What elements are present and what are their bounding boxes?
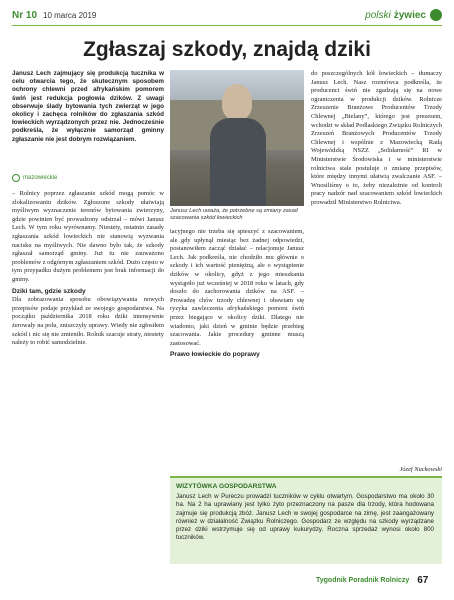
article-title: Zgłaszaj szkody, znajdą dziki	[83, 38, 371, 61]
page-footer	[316, 575, 428, 586]
article-photo	[170, 70, 304, 206]
page-header	[12, 6, 442, 24]
article-source-label: mazowieckie	[23, 175, 58, 181]
photo-person-head	[222, 84, 252, 120]
column-1-text-b: Dla zobrazowania sposobu obowiązywania nowych przepisów podaje przykład ze swojego gospodarstwa. Na początku października 2018 roku dziki intensywnie żerowały na polu, zniszczyły uprawy. Wtedy nie zgłosiłem szkód i nic się nie zmieniło. Rolnik szacuje straty, niestety należy to robić samodzielnie.	[12, 296, 164, 347]
article-column-1	[12, 190, 164, 348]
subheading-1: Dziki tam, gdzie szkody	[12, 287, 86, 295]
column-1-text: – Rolnicy poprzez zgłaszanie szkód mogą pomóc w zlokalizowaniu dzików. Zgłoszone szkody ułatwiają myśliwym wyznaczenie terenów bytowania zwierzyny, gdzie powinien być prowadzony odstrzał – mówi Janusz Lech. W tym roku wyrównamy. Niestety, ostatnio zasady zgłaszania szkód łowieckich nie stanowią wyzwania nacisku na myśliwych. Nie dawno było tak, że szkody zgłaszał samorząd gminy. Już tu nie zauważono problemów z odgórnym zgłaszaniem szkód. Dużo często w tym przypadku dużym problemem jest brak informacji do gminy.	[12, 190, 164, 283]
article-column-3	[311, 70, 442, 208]
column-3-text: do poszczególnych kół łowieckich – tłumaczy Janusz Lech. Nasz rozmówca podkreśla, że producenci świń nie zgadzają się na nowe ograniczenia w produkcji dzików. Rolnicze Zrzeszenie Branżowe Producentów Trzody Chlewnej „Bielany”, którego jest prezesem, wchodzi w skład Podlaskiego Związku Rolniczych Zrzeszeń Branżowych Producentów Trzody Chlewnej i wspólnie z Mazowiecką Radą Wojewódzką NSZZ „Solidarność” RI w Ministerstwie Środowiska i w ministerstwie rolnictwa stale postuluje o zmianę przepisów, które między innymi ułatwią zwalczanie ASF. – Wnosiliśmy o to, żeby niezależnie od kontroli pracy nadzór nad szacowaniem szkód łowieckich prowadził Ministerstwo Rolnictwa.	[311, 70, 442, 206]
article-signature: Józef Nuckowski	[399, 466, 442, 473]
magazine-name: Tygodnik Poradnik Rolniczy	[316, 577, 410, 584]
section-brand	[365, 9, 442, 21]
issue-number: Nr 10	[12, 9, 38, 21]
issue-date: 10 marca 2019	[43, 10, 97, 20]
header-rule	[12, 25, 442, 26]
article-column-2	[170, 228, 304, 360]
brand-part-a: polski	[365, 9, 391, 21]
photo-caption: Janusz Lech uważa, że potrzebne są zmiany zasad szacowania szkód łowieckich	[170, 208, 298, 221]
farm-info-text: Janusz Lech w Pureczu prowadzi tuczników w cyklu otwartym. Gospodarstwo ma około 30 ha. Na 2 ha uprawiany jest tylko żyto przeznaczony na pasze dla trzody, która hodowana zajmuje się produkcją zbóż. Janusz Lech w swojej gospodarce na zimę, jest zaangażowany również w działalność Związku Rolniczego. Gospodarz ze względu na szkody wyrządzane przez dziki wstrzymuje się od uprawy kukurydzy. Roczna sprzedaż wynosi około 800 tuczników.	[176, 493, 434, 542]
brand-logo-icon	[430, 9, 442, 21]
page-number: 67	[417, 575, 429, 586]
article-source	[12, 174, 57, 182]
location-icon	[12, 174, 20, 182]
article-lead: Janusz Lech zajmujący się produkcją tucznika w celu otwarcia tego, że skutecznym sposobem ochrony chlewni przed afrykańskim pomorem świń jest redukcja pogłowia dzików. Z uwagi obserwuje ślady bytowania tych zwierząt w jego okolicy i zachęca rolników do zgłaszania szkód łowieckich wyrządzonych przez nie. Jednocześnie podkreśla, że wyłącznie samorząd gminny zgłaszanie nie jest dobrym rozwiązaniem.	[12, 70, 164, 143]
farm-info-box	[170, 476, 442, 564]
column-2-text: tacyjnego nie trzeba się spieszyć z szacowaniem, ale gdy upłynął miesiąc bez żadnej odpowiedzi, postanowiłem zacząć działać – relacjonuje Janusz Lech. Jak podkreśla, nie chodziło mu głównie o szkody i ich wartość pieniężną, ale o wystąpienie dzików w okolicy, gdyż z jego mieszkania wystąpiło już wcześniej w 2018 roku w latach, gdy doszło do zachorowania dzików na ASF. – Prowadzę chów trzody chlewnej i obawiam się ryzyka zawleczenia afrykańskiego pomoru świń przez biegające w okolicy dziki. Dlatego nie wiadomo, jaki dzień w gminie będzie przebieg szacowania. Jakie procedury gminne muszą zastosować.	[170, 228, 304, 347]
farm-info-title: WIZYTÓWKA GOSPODARSTWA	[176, 483, 277, 490]
photo-person-body	[210, 118, 266, 206]
subheading-2: Prawo łowieckie do poprawy	[170, 351, 260, 359]
brand-part-b: żywiec	[393, 9, 426, 21]
